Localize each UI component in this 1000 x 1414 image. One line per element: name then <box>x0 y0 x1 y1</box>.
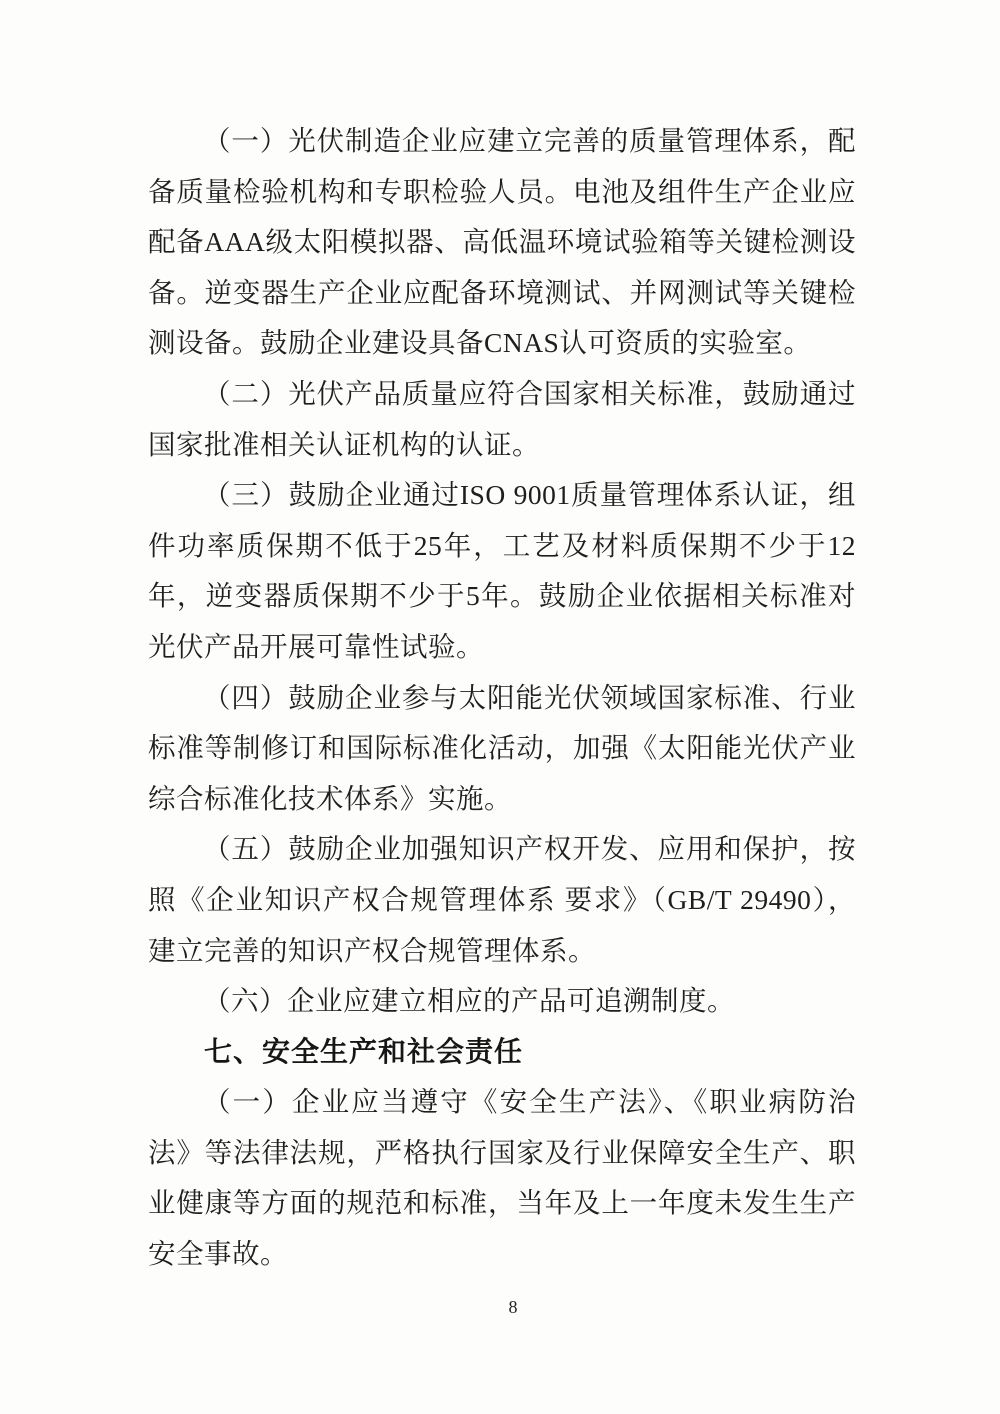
page-number: 8 <box>508 1297 518 1317</box>
paragraph-product-standards: （二）光伏产品质量应符合国家相关标准，鼓励通过国家批准相关认证机构的认证。 <box>148 377 856 460</box>
paragraph-ip-management: （五）鼓励企业加强知识产权开发、应用和保护，按照《企业知识产权合规管理体系 要求》（GB/T 29490），建立完善的知识产权合规管理体系。 <box>148 833 856 966</box>
paragraph-safety-laws: （一）企业应当遵守《安全生产法》、《职业病防治法》等法律法规，严格执行国家及行业保障安全生产、职业健康等方面的规范和标准，当年及上一年度未发生生产安全事故。 <box>148 1086 856 1270</box>
paragraph-traceability: （六）企业应建立相应的产品可追溯制度。 <box>203 985 735 1017</box>
paragraph-standardization: （四）鼓励企业参与太阳能光伏领域国家标准、行业标准等制修订和国际标准化活动，加强《太阳能光伏产业综合标准化技术体系》实施。 <box>148 681 856 814</box>
paragraph-iso-certification: （三）鼓励企业通过ISO 9001质量管理体系认证，组件功率质保期不低于25年，工艺及材料质保期不少于12年，逆变器质保期不少于5年。鼓励企业依据相关标准对光伏产品开展可靠性试验。 <box>148 479 856 662</box>
document-body <box>148 116 856 1280</box>
paragraph-quality-system: （一）光伏制造企业应建立完善的质量管理体系，配备质量检验机构和专职检验人员。电池及组件生产企业应配备AAA级太阳模拟器、高低温环境试验箱等关键检测设备。逆变器生产企业应配备环境测试、并网测试等关键检测设备。鼓励企业建设具备CNAS认可资质的实验室。 <box>148 125 856 359</box>
section-heading-safety: 七、安全生产和社会责任 <box>204 1035 524 1067</box>
